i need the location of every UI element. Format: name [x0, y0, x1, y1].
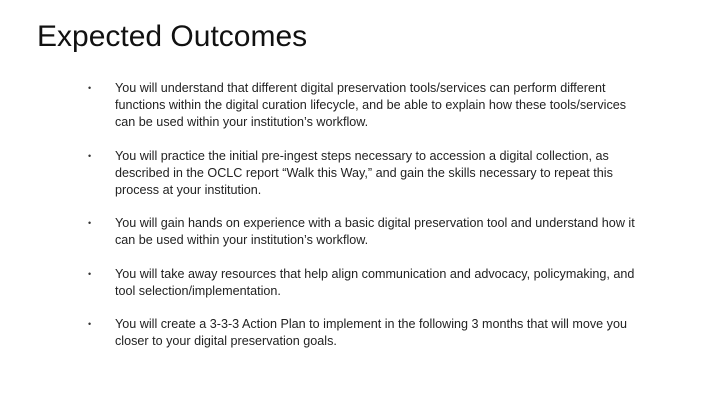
list-item: [88, 148, 648, 200]
bullet-text: You will take away resources that help align communication and advocacy, policymaking, and tool selection/implementation.: [115, 266, 635, 298]
bullet-text: You will understand that different digital preservation tools/services can perform different functions within the digital curation lifecycle, and be able to explain how these tools/services can be used within your institution’s workflow.: [115, 81, 627, 130]
bullet-icon: •: [88, 268, 92, 279]
bullet-icon: •: [88, 83, 92, 93]
bullet-icon: •: [88, 218, 92, 229]
list-item: [88, 80, 648, 132]
bullet-text: You will gain hands on experience with a basic digital preservation tool and understand how it can be used within your institution’s workflow.: [115, 216, 635, 248]
bullet-icon: •: [88, 150, 92, 161]
outcomes-list: [88, 80, 648, 350]
list-item: [88, 215, 648, 249]
bullet-text: You will practice the initial pre-ingest steps necessary to accession a digital collection, as described in the OCLC report “Walk this Way,” and gain the skills necessary to repeat this process at your institution.: [115, 148, 613, 198]
bullet-icon: •: [88, 319, 92, 330]
slide-title: Expected Outcomes: [37, 20, 308, 53]
list-item: [88, 266, 648, 300]
bullet-text: You will create a 3-3-3 Action Plan to implement in the following 3 months that will move you closer to your digital preservation goals.: [115, 317, 627, 349]
list-item: [88, 316, 648, 350]
